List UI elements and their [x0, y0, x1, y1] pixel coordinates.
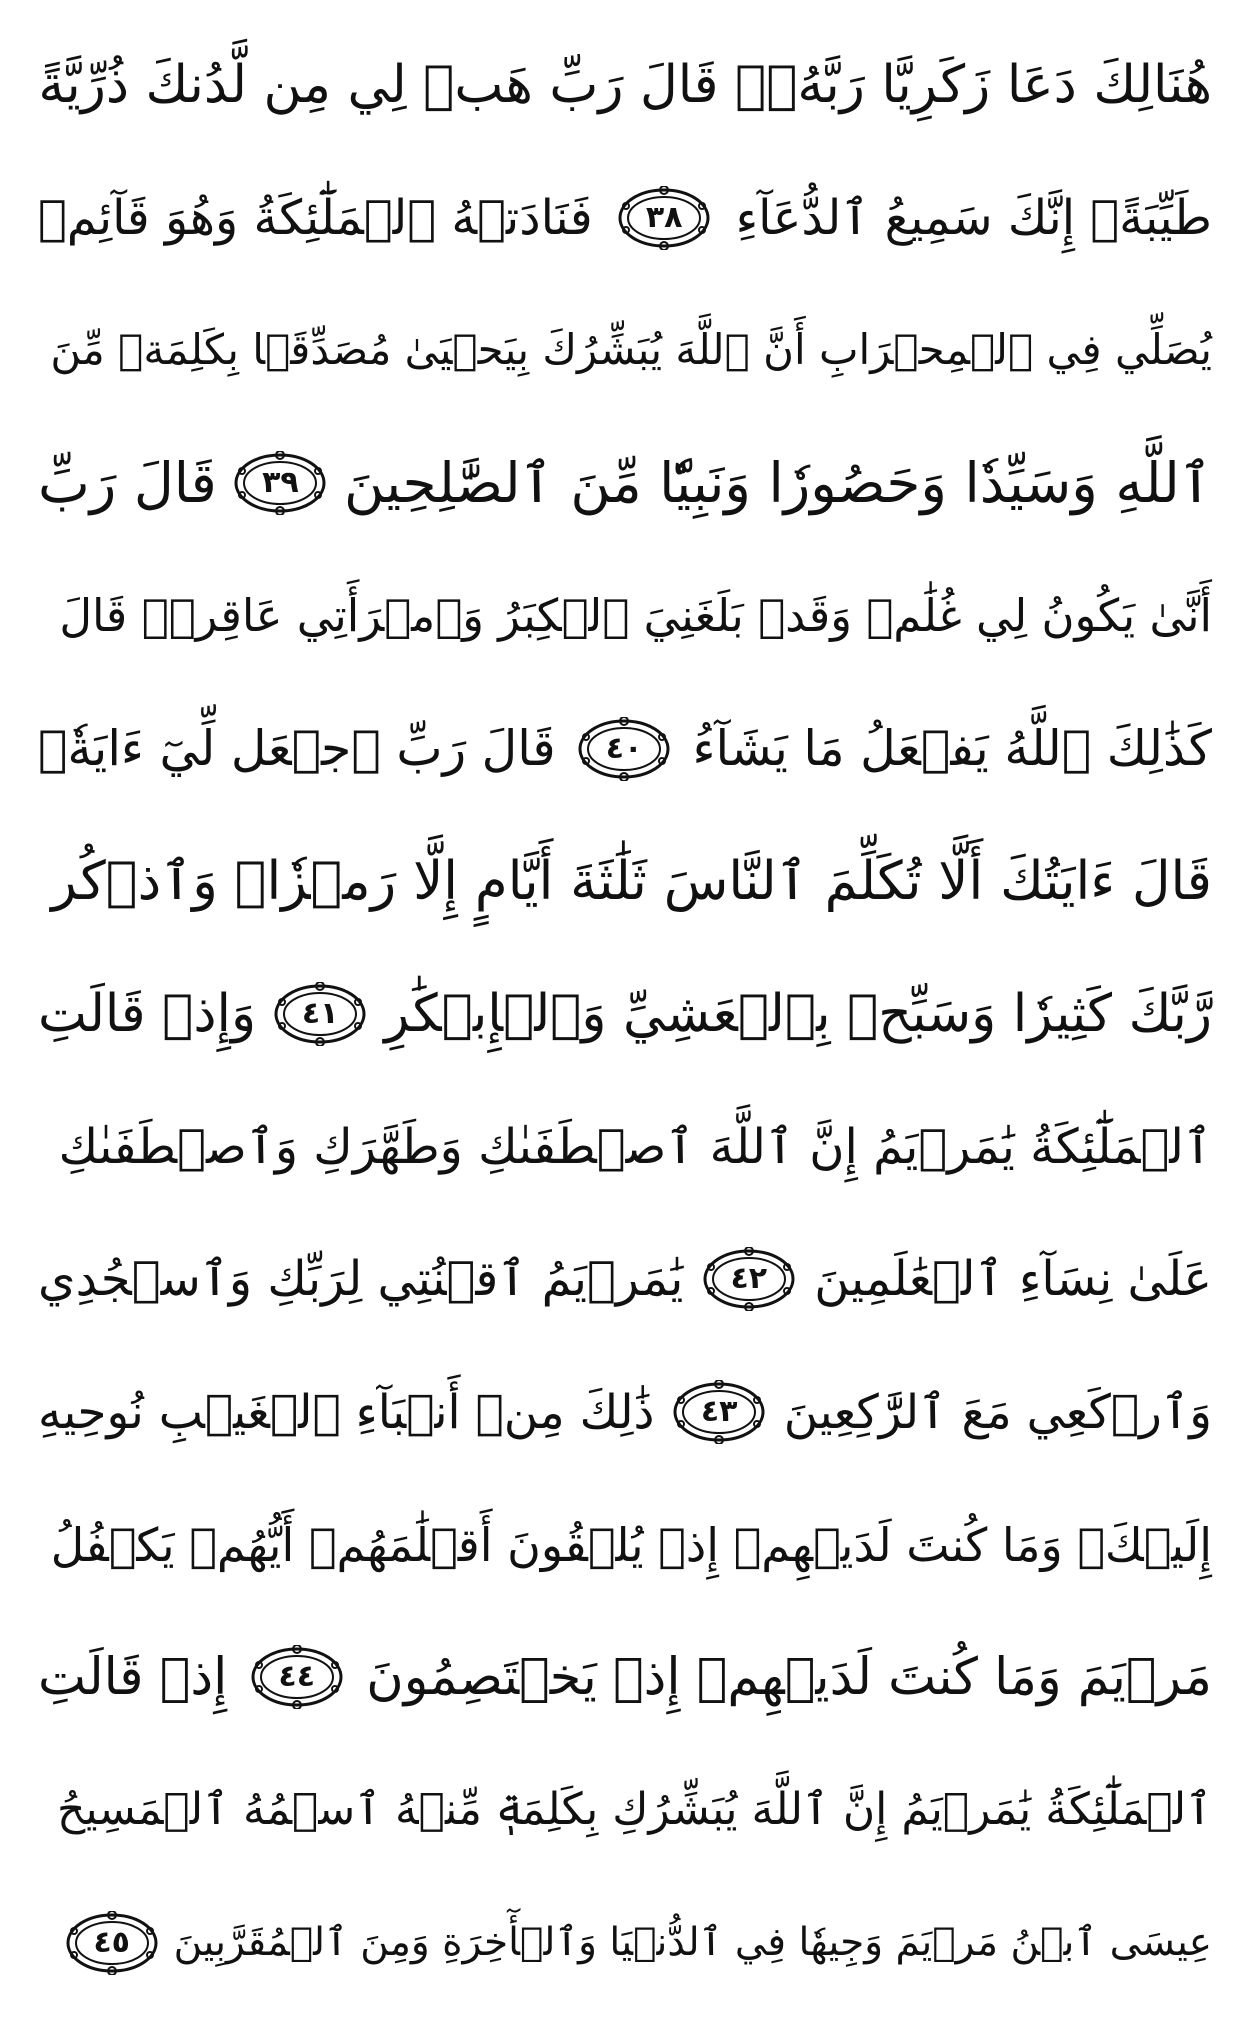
- ayah-end-marker-icon: [616, 186, 712, 250]
- verse-text: هُنَالِكَ دَعَا زَكَرِيَّا رَبَّهُۥۖ قَالَ رَبِّ هَبۡ لِي مِن لَّدُنكَ ذُرِّيَّةً: [38, 55, 1212, 115]
- verse-line-11: [38, 1353, 1212, 1471]
- verse-line-1: [38, 26, 1212, 144]
- verse-line-14: [38, 1751, 1212, 1869]
- verse-line-7: [38, 822, 1212, 940]
- ayah-number: ٣٩: [262, 465, 299, 501]
- verse-line-10: [38, 1220, 1212, 1338]
- verse-text: مَرۡيَمَ وَمَا كُنتَ لَدَيۡهِمۡ إِذۡ يَخۡتَصِمُونَ: [366, 1647, 1212, 1707]
- verse-line-13: [38, 1618, 1212, 1736]
- verse-text: إِذۡ قَالَتِ: [38, 1647, 228, 1707]
- verse-text: قَالَ ءَايَتُكَ أَلَّا تُكَلِّمَ ٱلنَّاسَ ثَلَٰثَةَ أَيَّامٍ إِلَّا رَمۡزٗاۗ وَٱذۡكُر: [51, 850, 1212, 912]
- verse-text: ٱللَّهِ وَسَيِّدٗا وَحَصُورٗا وَنَبِيّٗا مِّنَ ٱلصَّٰلِحِينَ: [344, 450, 1212, 515]
- ayah-number: ٤١: [301, 995, 339, 1031]
- verse-line-15: [38, 1884, 1212, 2002]
- verse-text: طَيِّبَةًۖ إِنَّكَ سَمِيعُ ٱلدُّعَآءِ: [735, 189, 1212, 246]
- ayah-number: ٤٣: [700, 1394, 738, 1430]
- ayah-end-marker-icon: [249, 1645, 345, 1709]
- verse-text: ذَٰلِكَ مِنۡ أَنۢبَآءِ ٱلۡغَيۡبِ نُوحِيهِ: [38, 1384, 655, 1440]
- ayah-end-marker-icon: [64, 1911, 160, 1975]
- verse-text: يُصَلِّي فِي ٱلۡمِحۡرَابِ أَنَّ ٱللَّهَ يُبَشِّرُكَ بِيَحۡيَىٰ مُصَدِّقَۢا بِكَلِمَةٖ مِّنَ: [50, 325, 1212, 375]
- verse-line-8: [38, 955, 1212, 1073]
- verse-text: عِيسَى ٱبۡنُ مَرۡيَمَ وَجِيهٗا فِي ٱلدُّنۡيَا وَٱلۡأٓخِرَةِ وَمِنَ ٱلۡمُقَرَّبِينَ: [173, 1920, 1212, 1966]
- verse-line-5: [38, 557, 1212, 675]
- ayah-end-marker-icon: [701, 1247, 797, 1311]
- verse-text: رَّبَّكَ كَثِيرٗا وَسَبِّحۡ بِٱلۡعَشِيِّ وَٱلۡإِبۡكَٰرِ: [384, 983, 1212, 1044]
- verse-text: وَٱرۡكَعِي مَعَ ٱلرَّٰكِعِينَ: [783, 1384, 1212, 1440]
- verse-text: إِلَيۡكَۚ وَمَا كُنتَ لَدَيۡهِمۡ إِذۡ يُلۡقُونَ أَقۡلَٰمَهُمۡ أَيُّهُمۡ يَكۡفُلُ: [50, 1517, 1212, 1572]
- verse-line-9: [38, 1088, 1212, 1206]
- verse-text: فَنَادَتۡهُ ٱلۡمَلَٰٓئِكَةُ وَهُوَ قَآئِمٞ: [38, 189, 593, 246]
- verse-line-6: [38, 690, 1212, 808]
- verse-text: عَلَىٰ نِسَآءِ ٱلۡعَٰلَمِينَ: [814, 1251, 1212, 1308]
- ayah-number: ٤٤: [278, 1659, 316, 1695]
- verse-line-12: [38, 1486, 1212, 1604]
- verse-line-2: [38, 159, 1212, 277]
- ayah-number: ٤٥: [93, 1924, 130, 1960]
- ayah-number: ٣٨: [645, 199, 683, 235]
- verse-line-4: [38, 424, 1212, 542]
- verse-text: قَالَ رَبِّ ٱجۡعَل لِّيٓ ءَايَةٗۖ: [38, 720, 556, 778]
- ayah-end-marker-icon: [671, 1380, 767, 1444]
- verse-text: كَذَٰلِكَ ٱللَّهُ يَفۡعَلُ مَا يَشَآءُ: [692, 720, 1212, 778]
- verse-text: قَالَ رَبِّ: [38, 450, 217, 515]
- verse-text: ٱلۡمَلَٰٓئِكَةُ يَٰمَرۡيَمُ إِنَّ ٱللَّهَ ٱصۡطَفَىٰكِ وَطَهَّرَكِ وَٱصۡطَفَىٰكِ: [58, 1118, 1212, 1175]
- verse-text: أَنَّىٰ يَكُونُ لِي غُلَٰمٞ وَقَدۡ بَلَغَنِيَ ٱلۡكِبَرُ وَٱمۡرَأَتِي عَاقِرٞۖ قَالَ: [59, 589, 1212, 643]
- verse-text: يَٰمَرۡيَمُ ٱقۡنُتِي لِرَبِّكِ وَٱسۡجُدِي: [38, 1251, 684, 1308]
- verse-text: وَإِذۡ قَالَتِ: [38, 983, 257, 1044]
- verse-line-3: [38, 291, 1212, 409]
- verse-text: ٱلۡمَلَٰٓئِكَةُ يَٰمَرۡيَمُ إِنَّ ٱللَّهَ يُبَشِّرُكِ بِكَلِمَةٖ مِّنۡهُ ٱسۡمُهُ ٱلۡمَسِيحُ: [57, 1784, 1212, 1836]
- ayah-end-marker-icon: [576, 717, 672, 781]
- ayah-number: ٤٢: [730, 1261, 768, 1297]
- ayah-number: ٤٠: [605, 730, 643, 766]
- ayah-end-marker-icon: [232, 451, 328, 515]
- ayah-end-marker-icon: [272, 982, 368, 1046]
